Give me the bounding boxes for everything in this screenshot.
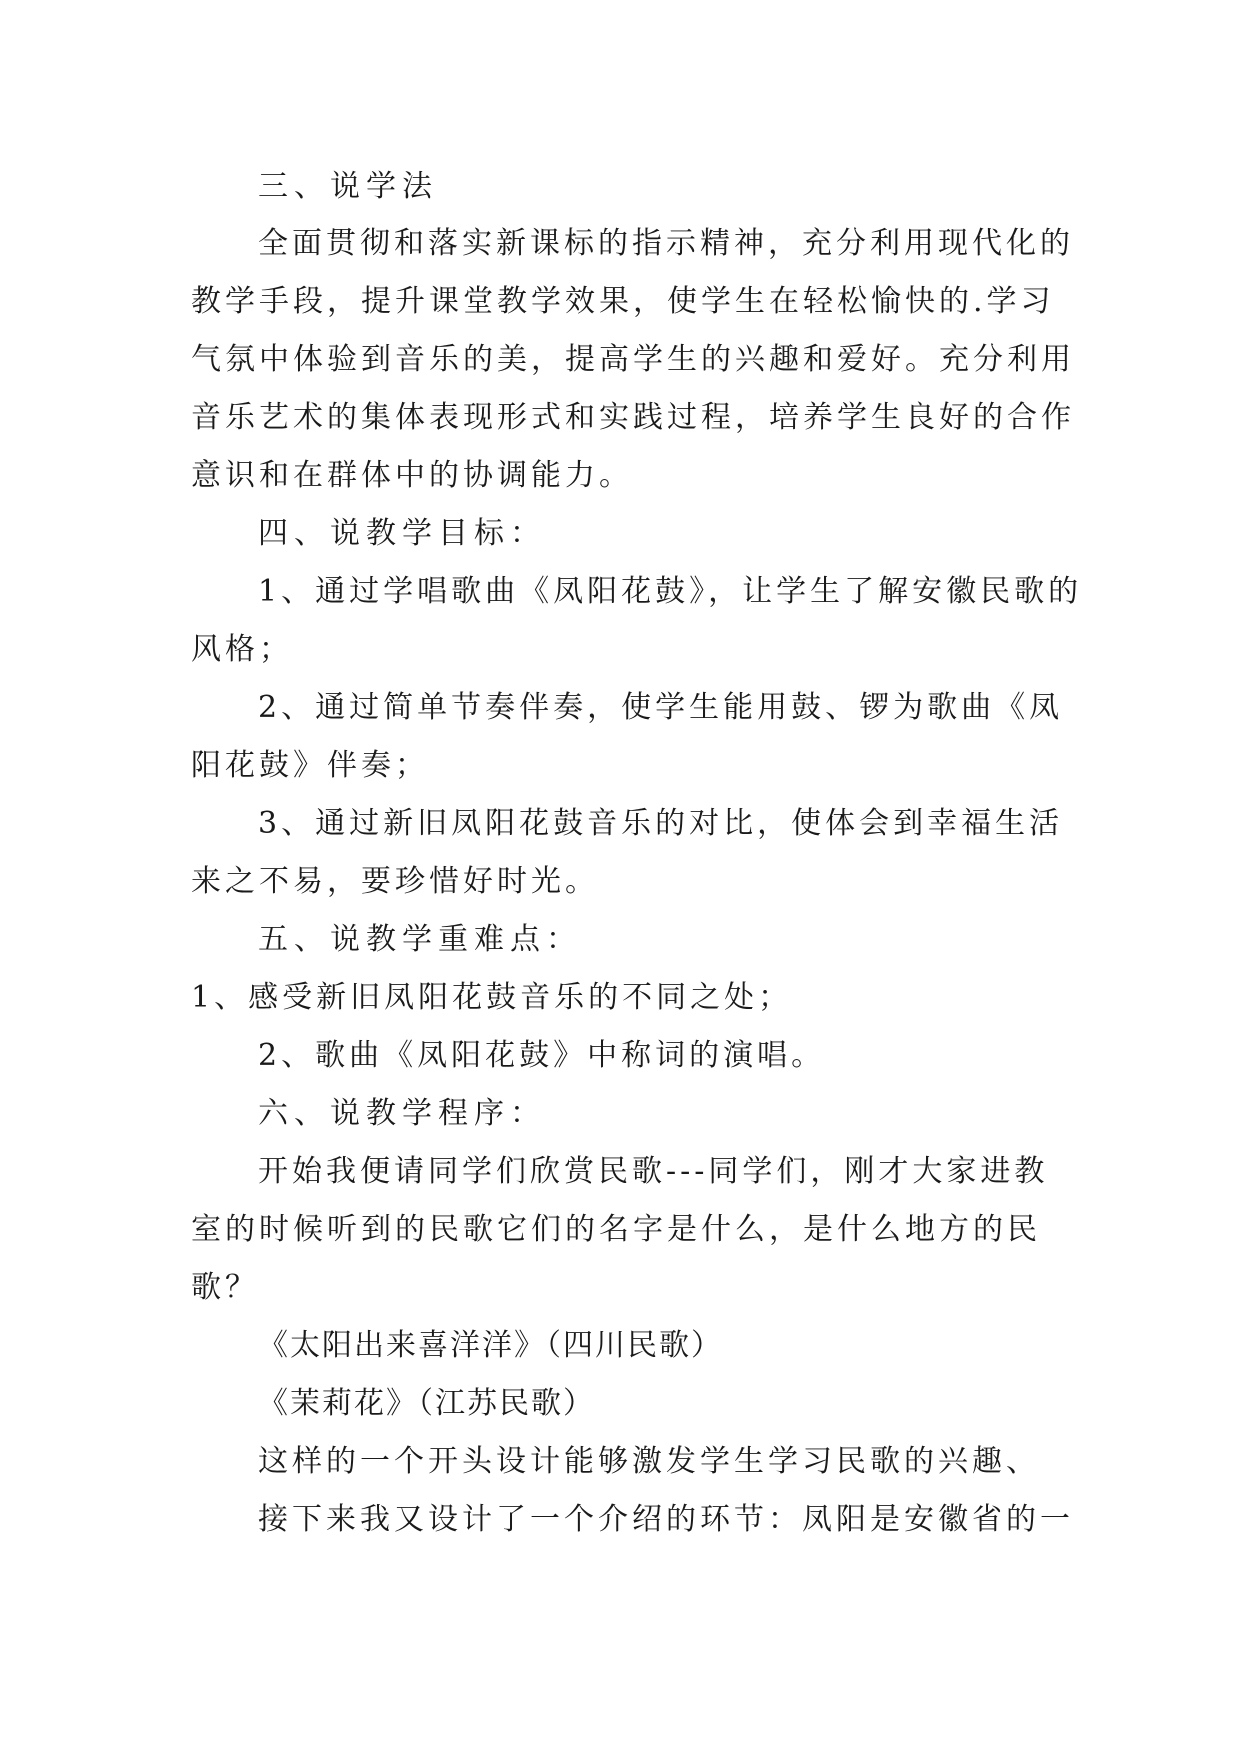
paragraph-line: 气氛中体验到音乐的美，提高学生的兴趣和爱好。充分利用 <box>191 342 1075 377</box>
section-heading-teaching-goals: 四、说教学目标： <box>258 516 546 551</box>
list-item-line: 风格； <box>191 632 293 667</box>
paragraph-line: 全面贯彻和落实新课标的指示精神，充分利用现代化的 <box>258 226 1074 261</box>
list-item-line: 1、通过学唱歌曲《凤阳花鼓》，让学生了解安徽民歌的 <box>258 574 1083 609</box>
list-item-line: 来之不易，要珍惜好时光。 <box>191 864 599 899</box>
list-item-line: 2、歌曲《凤阳花鼓》中称词的演唱。 <box>258 1038 826 1073</box>
paragraph-line: 室的时候听到的民歌它们的名字是什么，是什么地方的民 <box>191 1212 1041 1247</box>
list-item-line: 2、通过简单节奏伴奏，使学生能用鼓、锣为歌曲《凤 <box>258 690 1064 725</box>
paragraph-line: 音乐艺术的集体表现形式和实践过程，培养学生良好的合作 <box>191 400 1075 435</box>
paragraph-line: 接下来我又设计了一个介绍的环节：凤阳是安徽省的一 <box>258 1502 1074 1537</box>
list-item-line: 阳花鼓》伴奏； <box>191 748 429 783</box>
section-heading-teaching-procedure: 六、说教学程序： <box>258 1096 546 1131</box>
paragraph-line: 歌？ <box>191 1270 259 1305</box>
list-item-line: 1、感受新旧凤阳花鼓音乐的不同之处； <box>191 980 793 1015</box>
song-title-line: 《茉莉花》（江苏民歌） <box>258 1386 595 1421</box>
paragraph-line: 这样的一个开头设计能够激发学生学习民歌的兴趣、 <box>258 1444 1040 1479</box>
list-item-line: 3、通过新旧凤阳花鼓音乐的对比，使体会到幸福生活 <box>258 806 1064 841</box>
paragraph-line: 教学手段，提升课堂教学效果，使学生在轻松愉快的.学习 <box>191 284 1055 319</box>
section-heading-key-points: 五、说教学重难点： <box>258 922 582 957</box>
paragraph-line: 开始我便请同学们欣赏民歌---同学们，刚才大家进教 <box>258 1154 1049 1189</box>
song-title-line: 《太阳出来喜洋洋》（四川民歌） <box>258 1328 723 1363</box>
section-heading-study-methods: 三、说学法 <box>258 169 438 204</box>
paragraph-line: 意识和在群体中的协调能力。 <box>191 458 633 493</box>
